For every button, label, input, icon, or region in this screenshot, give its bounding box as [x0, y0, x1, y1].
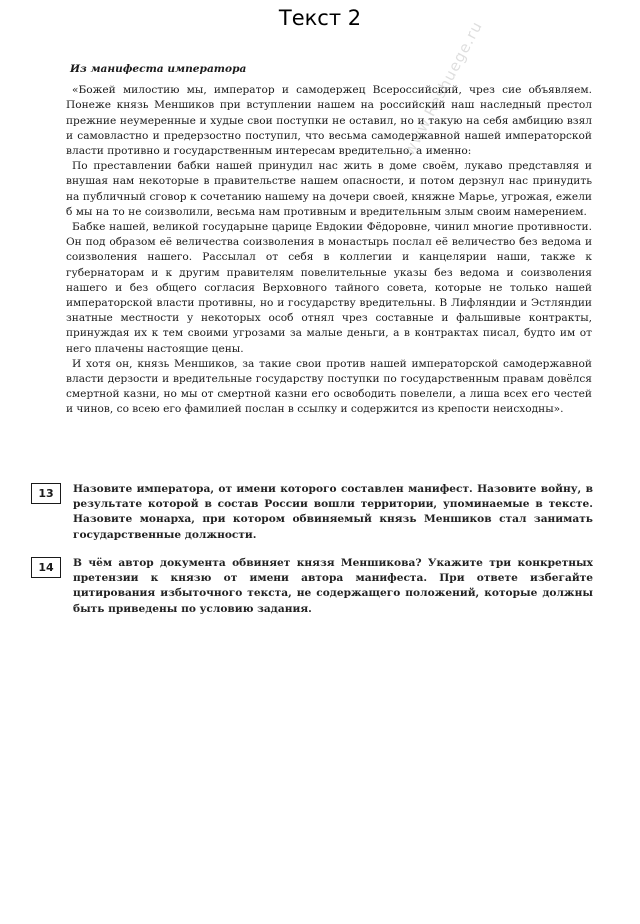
manifest-paragraph: Бабке нашей, великой государыне царице Евдокии Фёдоровне, чинил многие противности. Он под образом её величества соизволения в монастырь послал её величество без ведома и соизволения нашего. Рассылал от себя в коллегии и канцелярии наши, также к губернаторам и к другим правителям повелительные указы без ведома и соизволения нашего и без общего согласия Верховного тайного совета, которые не только нашей императорской власти противны, но и государству вредительны. В Лифляндии и Эстляндии знатные местности у некоторых особ отнял чрез составные и фальшивые контракты, принуждая их к тем своими угрозами за малые деньги, а в контрактах писал, будто им от него плачены настоящие цены.: [66, 221, 592, 355]
task-13: [31, 482, 593, 543]
watermark: www.Reshuege.ru: [400, 18, 487, 159]
task-text: В чём автор документа обвиняет князя Меншикова? Укажите три конкретных претензии к князю от имени автора манифеста. При ответе избегайте цитирования избыточного текста, не содержащего положений, которые должны быть приведены по условию задания.: [73, 557, 593, 615]
manifest-paragraph: «Божей милостию мы, император и самодержец Всероссийский, чрез сие объявляем. Понеже князь Меншиков при вступлении нашем на российский наш наследный престол прежние неумеренные и худые свои поступки не оставил, но и такую на себя амбицию взял и самовластно и предерзостно поступил, что весьма самодержавной нашей императорской власти противно и государственным интересам вредительно, а именно:: [66, 84, 592, 158]
manifest-text: [66, 83, 592, 417]
page-title: Текст 2: [278, 6, 362, 30]
task-text: Назовите императора, от имени которого составлен манифест. Назовите войну, в результате которой в состав России вошли территории, упоминаемые в тексте. Назовите монарха, при котором обвиняемый князь Меншиков стал занимать государственные должности.: [73, 483, 593, 541]
manifest-paragraph: И хотя он, князь Меншиков, за такие свои против нашей императорской самодержавной власти дерзости и вредительные государству поступки по государственным правам довёлся смертной казни, но мы от смертной казни его освободить повелели, а лиша всех его честей и чинов, со всею его фамилией послан в ссылку и содержится из крепости неисходны».: [66, 357, 592, 416]
manifest-paragraph: По преставлении бабки нашей принудил нас жить в доме своём, лукаво представляя и внушая нам некоторые в правительстве нашем опасности, и потом дерзнул нас принудить на публичный сговор к сочетанию нашему на дочери своей, княжне Марье, угрожая, ежели б мы на то не соизволили, весьма нам противным и вредительным злым своим намерением.: [66, 160, 592, 218]
task-number-box: 13: [31, 483, 61, 504]
scanned-source-block: [66, 62, 592, 418]
task-14: [31, 556, 593, 617]
source-heading: Из манифеста императора: [70, 63, 247, 75]
task-number-box: 14: [31, 557, 61, 578]
